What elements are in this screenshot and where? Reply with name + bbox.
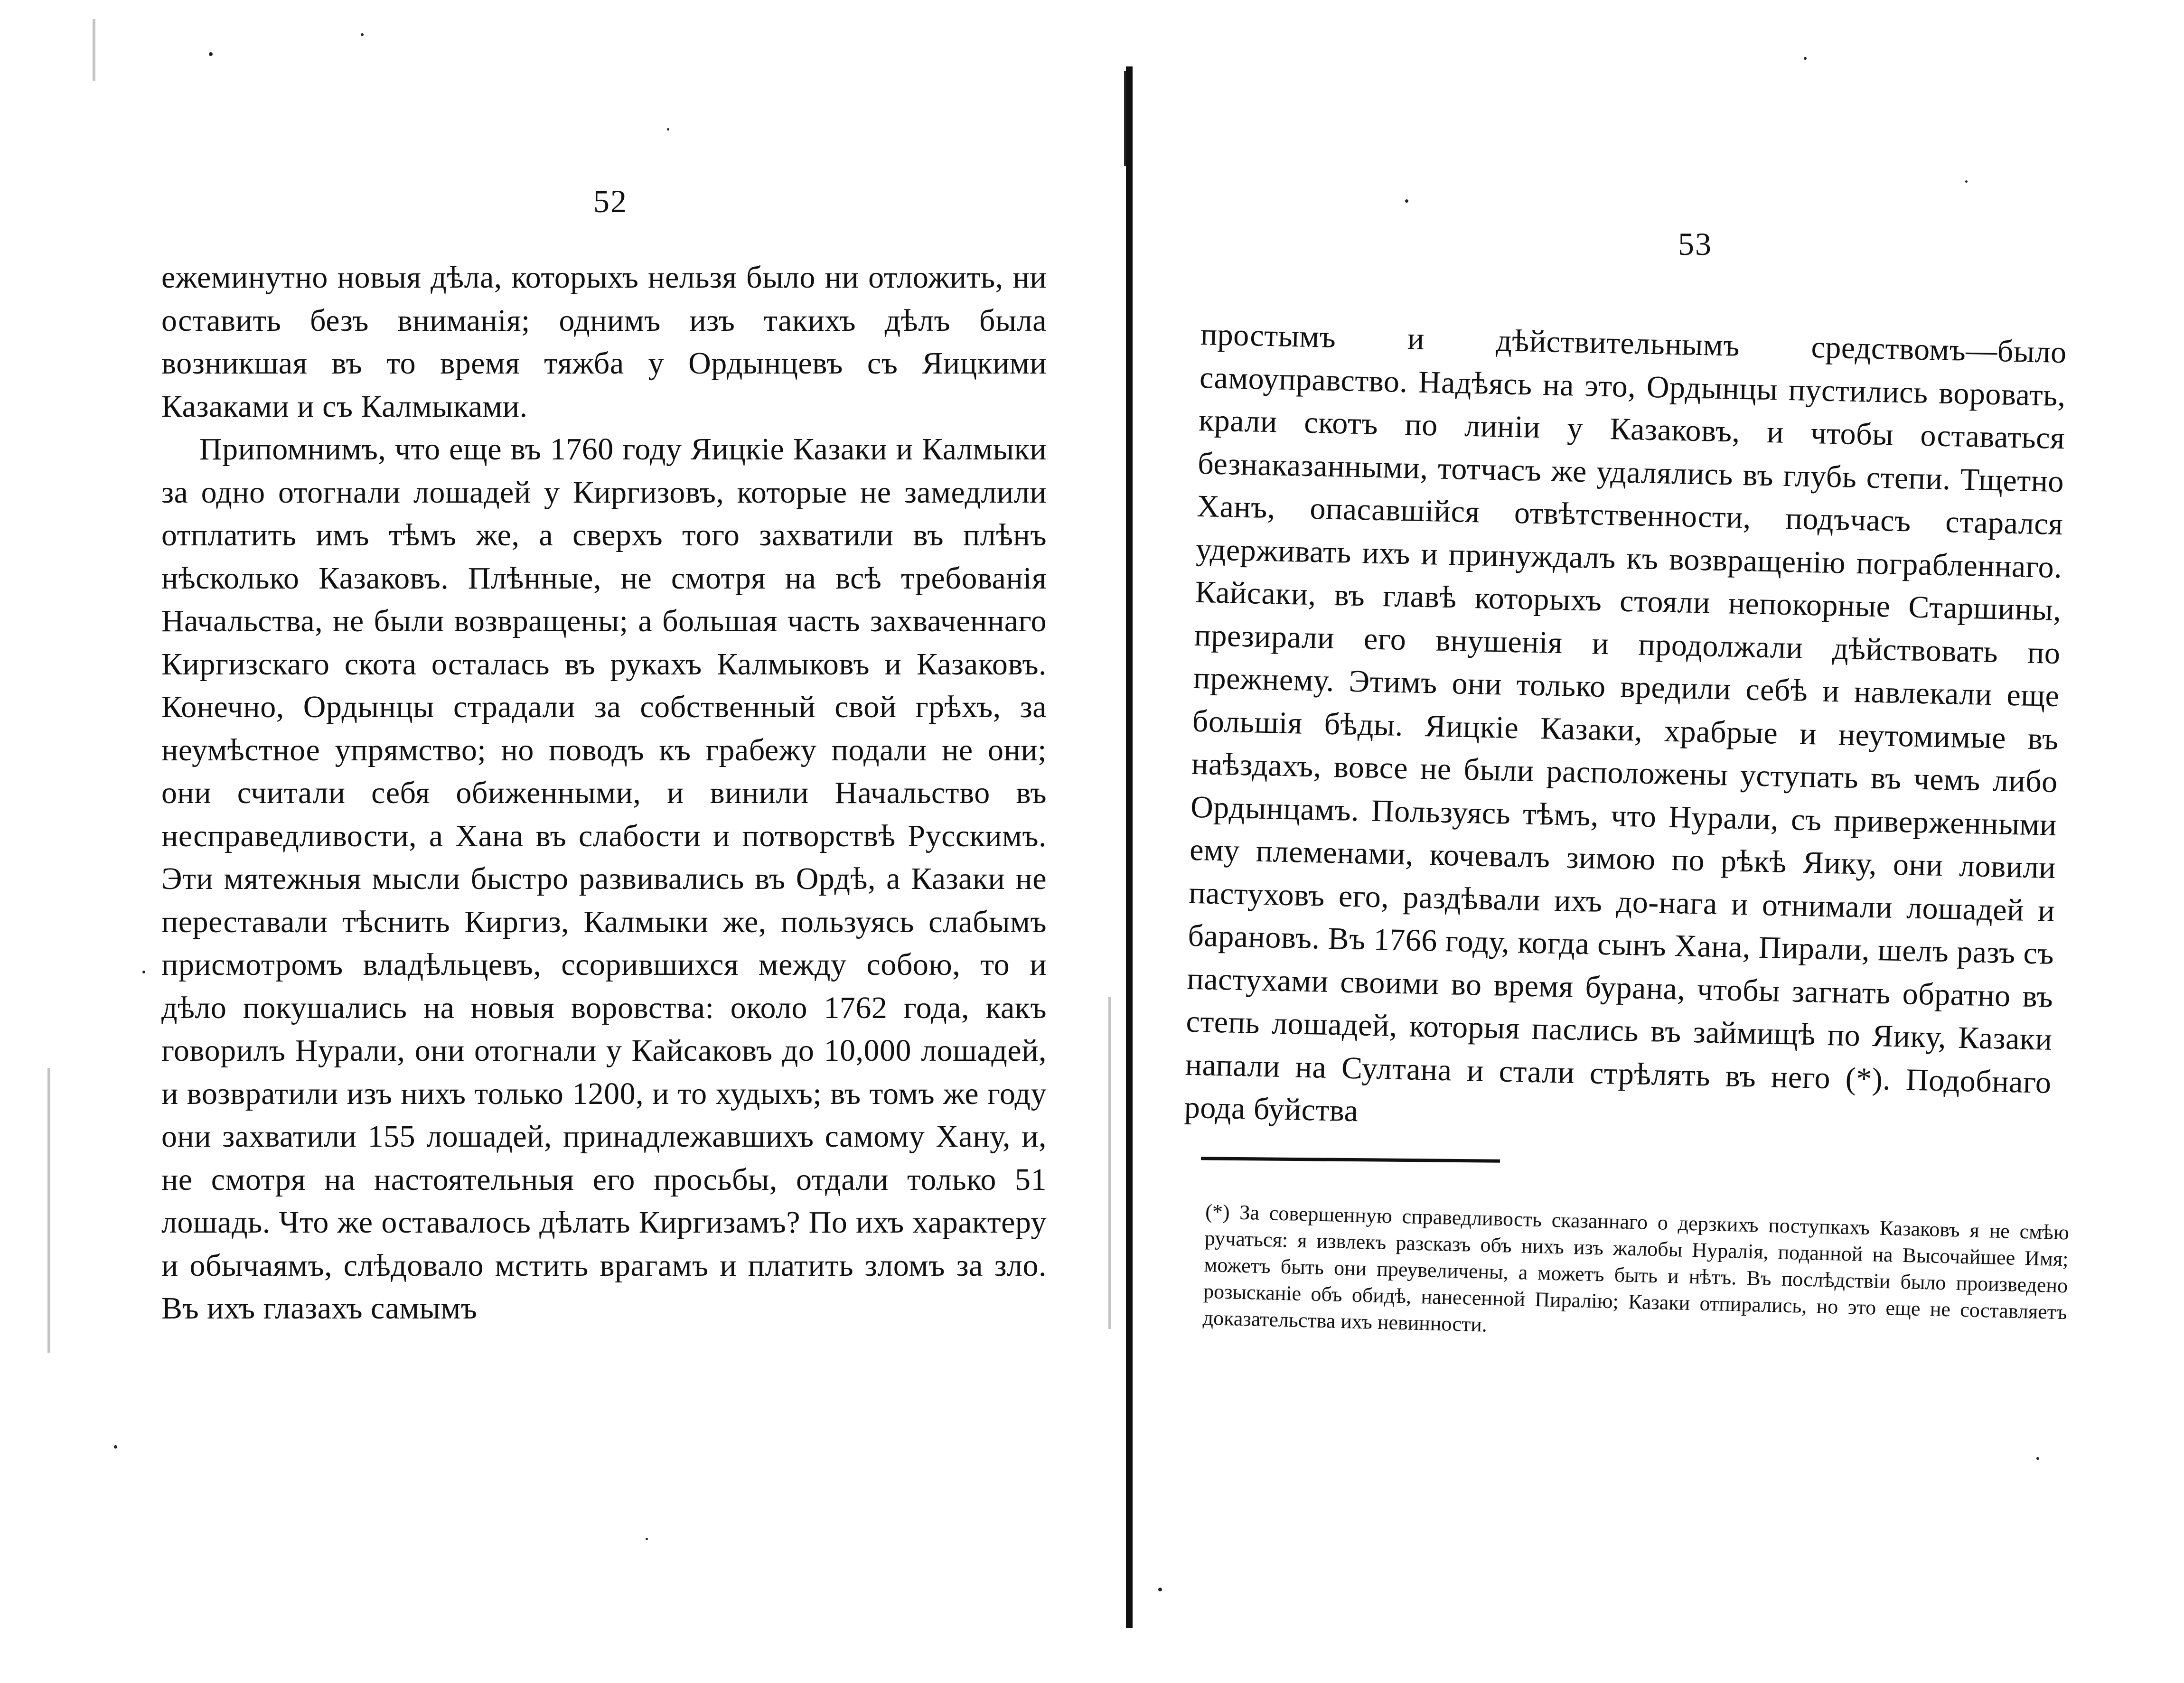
paragraph: Припомнимъ, что еще въ 1760 году Яицкіе Казаки и Калмыки за одно отогнали лошадей у Киргизовъ, которые не замедлили отплатить имъ тѣмъ же, а сверхъ того захватили въ плѣнъ нѣсколько Казаковъ. Плѣнные, не смотря на всѣ требованія Начальства, не были возвращены; а большая часть захваченнаго Киргизскаго скота осталась въ рукахъ Калмыковъ и Казаковъ. Конечно, Ордынцы страдали за собственный свой грѣхъ, за неумѣстное упрямство; но поводъ къ грабежу подали не они; они считали себя обиженными, и винили Начальство въ несправедливости, а Хана въ слабости и потворствѣ Русскимъ. Эти мятежныя мысли быстро развивались въ Ордѣ, а Казаки не переставали тѣснить Киргиз, Калмыки же, пользуясь слабымъ присмотромъ владѣльцевъ, ссорившихся между собою, то и дѣло покушались на новыя воровства: около 1762 года, какъ говорилъ Нурали, они отогнали у Кайсаковъ до 10,000 лошадей, и возвратили изъ нихъ только 1200, и то худыхъ; въ томъ же году они захватили 155 лошадей, принадлежавшихъ самому Хану, и, не смотря на настоятельныя его просьбы, отдали только 51 лошадь. Что же оставалось дѣлать Киргизамъ? По ихъ характеру и обычаямъ, слѣдовало мстить врагамъ и платить зломъ за зло. Въ ихъ глазахъ самымъ	[161, 432, 1047, 1326]
body-text	[161, 256, 1047, 1330]
footnote-text: (*) За совершенную справедливость сказаннаго о дерзкихъ поступкахъ Казаковъ я не смѣю ручаться: я извлекъ разсказъ объ нихъ изъ жалобы Нуралія, поданной на Высочайшее Имя; можетъ быть они преувеличены, а можетъ быть и нѣтъ. Въ послѣдствіи было произведено розысканіе объ обидѣ, нанесенной Пиралію; Казаки отпирались, но это еще не составляетъ доказательства ихъ невинности.	[1202, 1199, 2070, 1337]
footnote-divider	[1201, 1157, 1500, 1162]
page-number: 53	[1678, 226, 1712, 262]
scan-edge-noise	[1108, 997, 1111, 1329]
left-page	[0, 0, 1087, 1683]
scan-speck	[209, 52, 213, 56]
scan-speck	[1405, 199, 1408, 203]
body-text	[1184, 313, 2067, 1147]
scan-speck	[1804, 57, 1807, 60]
scan-speck	[142, 971, 145, 973]
scan-speck	[646, 1538, 648, 1540]
scan-edge-noise	[93, 19, 95, 81]
scan-speck	[114, 1445, 117, 1449]
paragraph: ежеминутно новыя дѣла, которыхъ нельзя было ни отложить, ни оставить безъ вниманія; однимъ изъ такихъ дѣлъ была возникшая въ то время тяжба у Ордынцевъ съ Яицкими Казаками и съ Калмыками.	[161, 260, 1047, 424]
paragraph: простымъ и дѣйствительнымъ средствомъ—было самоуправство. Надѣясь на это, Ордынцы пустились воровать, крали скотъ по линіи у Казаковъ, и чтобы оставаться безнаказанными, тотчасъ же удалялись въ глубь степи. Тщетно Ханъ, опасавшійся отвѣтственности, подъчасъ старался удерживать ихъ и принуждалъ къ возвращенію пограбленнаго. Кайсаки, въ главѣ которыхъ стояли непокорные Старшины, презирали его внушенія и продолжали дѣйствовать по прежнему. Этимъ они только вредили себѣ и навлекали еще большія бѣды. Яицкіе Казаки, храбрые и неутомимые въ наѣздахъ, вовсе не были расположены уступать въ чемъ либо Ордынцамъ. Пользуясь тѣмъ, что Нурали, съ приверженными ему племенами, кочевалъ зимою по рѣкѣ Яику, они ловили пастуховъ его, раздѣвали ихъ до-нага и отнимали лошадей и барановъ. Въ 1766 году, когда сынъ Хана, Пирали, шелъ разъ съ пастухами своими во время бурана, чтобы загнать обратно въ степь лошадей, которыя паслись въ займищѣ по Яику, Казаки напали на Султана и стали стрѣлять въ него (*). Подобнаго рода буйства	[1184, 317, 2067, 1129]
page-number: 52	[593, 183, 628, 219]
right-page	[1106, 0, 2184, 1683]
scan-speck	[1965, 180, 1968, 183]
footnote	[1202, 1198, 2069, 1352]
scan-speck	[667, 128, 669, 131]
scan-speck	[361, 33, 364, 36]
scan-speck	[1158, 1588, 1162, 1591]
scan-edge-noise	[47, 1068, 50, 1353]
scan-speck	[2036, 1457, 2039, 1460]
